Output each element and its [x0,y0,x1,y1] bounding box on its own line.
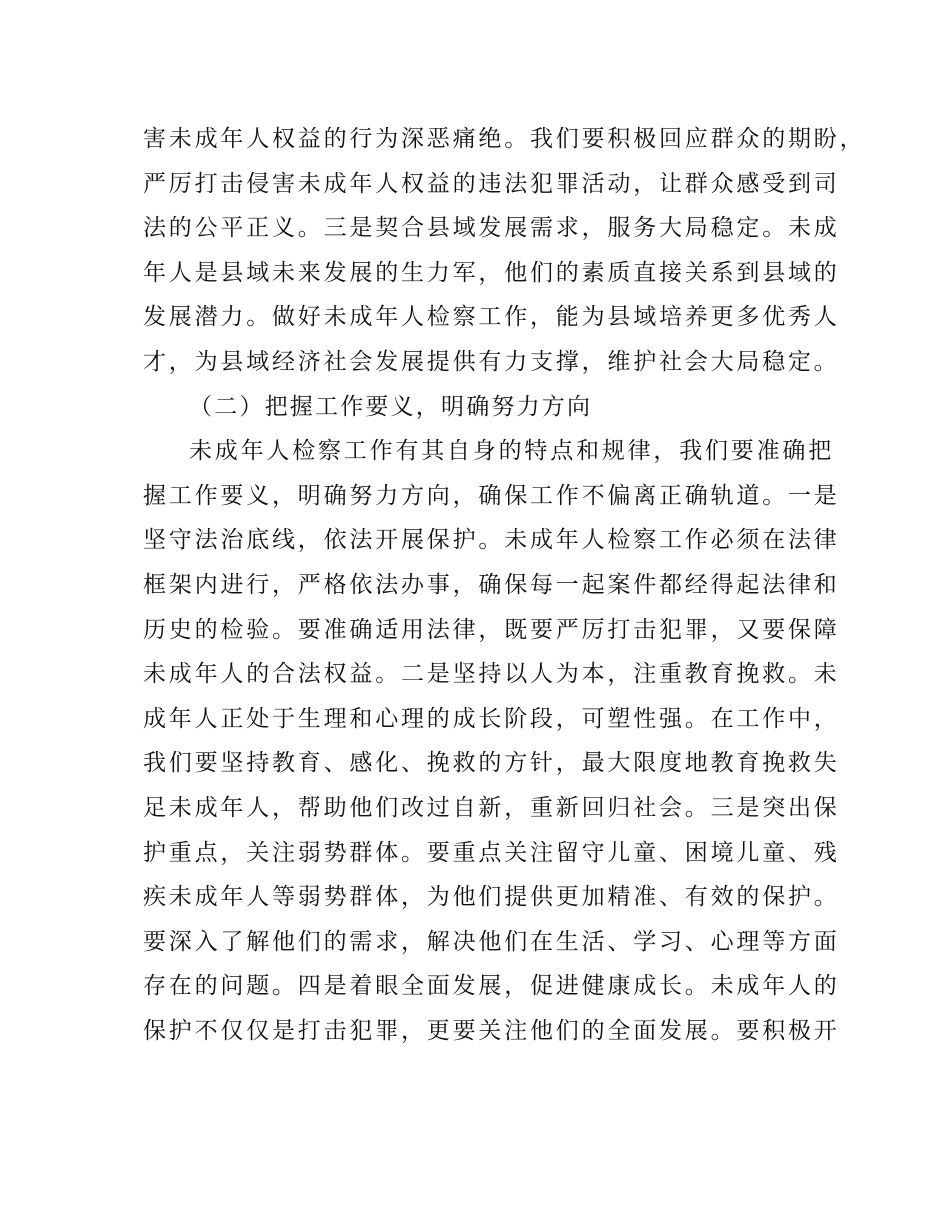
paragraph-line: 未成年人检察工作有其自身的特点和规律，我们要准确把 [189,438,834,465]
paragraph-line: 未成年人的合法权益。二是坚持以人为本，注重教育挽救。未 [143,661,840,688]
paragraph-line: 成年人正处于生理和心理的成长阶段，可塑性强。在工作中， [143,705,840,732]
paragraph-line: 保护不仅仅是打击犯罪，更要关注他们的全面发展。要积极开 [143,1017,840,1044]
paragraph-line: 年人是县域未来发展的生力军，他们的素质直接关系到县域的 [143,259,840,286]
paragraph-line: 足未成年人，帮助他们改过自新，重新回归社会。三是突出保 [143,794,840,821]
section-heading: （二）把握工作要义，明确努力方向 [189,393,593,420]
paragraph-line: 坚守法治底线，依法开展保护。未成年人检察工作必须在法律 [143,527,840,554]
body-text [143,117,866,1053]
paragraph-line: 害未成年人权益的行为深恶痛绝。我们要积极回应群众的期盼， [143,126,866,152]
paragraph-line: 护重点，关注弱势群体。要重点关注留守儿童、困境儿童、残 [143,839,840,866]
paragraph-line: 严厉打击侵害未成年人权益的违法犯罪活动，让群众感受到司 [143,170,840,197]
paragraph-line: 发展潜力。做好未成年人检察工作，能为县域培养更多优秀人 [143,304,840,331]
paragraph-line: 法的公平正义。三是契合县域发展需求，服务大局稳定。未成 [143,215,840,242]
paragraph-line: 框架内进行，严格依法办事，确保每一起案件都经得起法律和 [143,571,840,598]
paragraph-line: 握工作要义，明确努力方向，确保工作不偏离正确轨道。一是 [143,482,840,509]
paragraph-line: 我们要坚持教育、感化、挽救的方针，最大限度地教育挽救失 [143,750,840,777]
paragraph-line: 才，为县域经济社会发展提供有力支撑，维护社会大局稳定。 [143,348,840,375]
paragraph-line: 疾未成年人等弱势群体，为他们提供更加精准、有效的保护。 [143,884,840,911]
paragraph-line: 历史的检验。要准确适用法律，既要严厉打击犯罪，又要保障 [143,616,840,643]
paragraph-line: 存在的问题。四是着眼全面发展，促进健康成长。未成年人的 [143,973,840,1000]
paragraph-line: 要深入了解他们的需求，解决他们在生活、学习、心理等方面 [143,928,840,955]
